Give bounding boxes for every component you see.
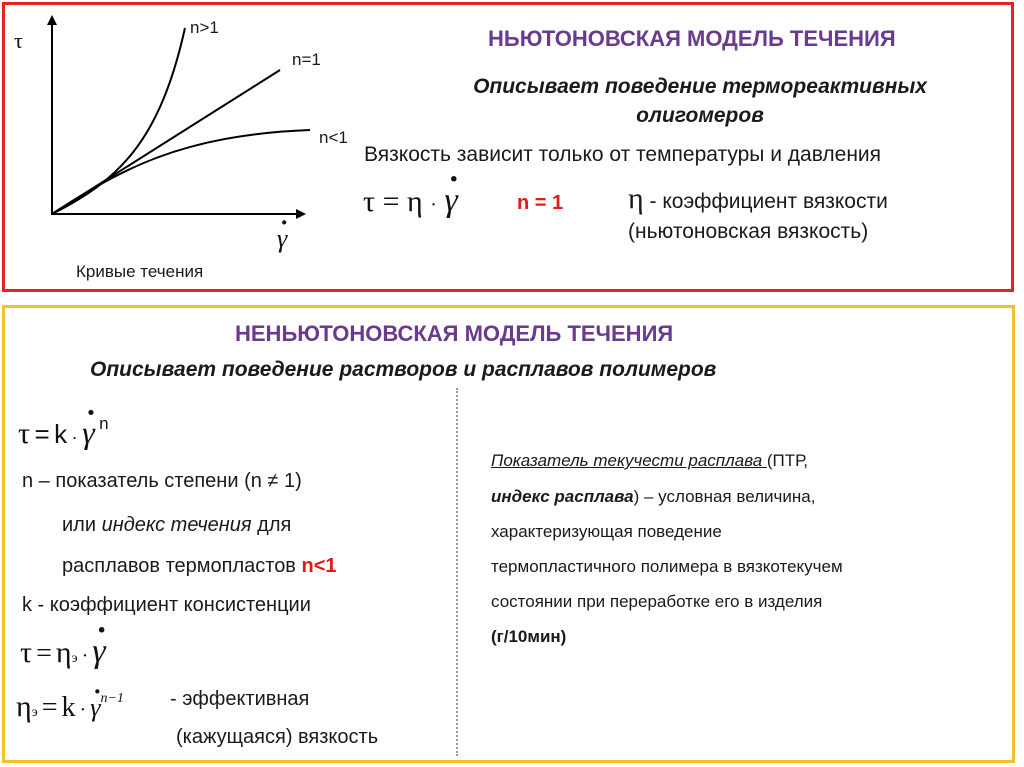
equals-sign: = [382,185,400,218]
curve-label-n-gt-1: n>1 [190,18,219,37]
n-equals-1-label: n = 1 [517,192,564,214]
mfi-line3: характеризующая поведение [491,522,722,541]
subscript-e: э [31,705,38,720]
newtonian-viscosity-note: (ньютоновская вязкость) [628,220,869,243]
viscosity-dependence-text: Вязкость зависит только от температуры и давления [364,143,882,166]
curve-n-less-1 [52,130,310,214]
exponent-n-minus-1: n−1 [100,691,124,706]
curve-label-n-lt-1: n<1 [319,128,348,147]
x-axis-arrow [296,209,306,219]
mfi-units: (г/10мин) [491,627,567,646]
column-divider [456,388,458,756]
non-newtonian-subtitle: Описывает поведение растворов и расплавов полимеров [90,358,717,381]
eta-symbol: η [16,690,32,723]
newtonian-subtitle-line2: олигомеров [636,104,764,127]
flow-index-suffix: для [251,514,292,536]
k-symbol: k [61,692,76,723]
gamma-dot-symbol: · γ [92,633,105,670]
tau-symbol: τ [20,636,33,669]
newtonian-formula [363,182,458,220]
eta-symbol: η [628,182,644,215]
flow-index-italic: индекс течения [101,514,252,536]
non-newtonian-title: НЕНЬЮТОНОВСКАЯ МОДЕЛЬ ТЕЧЕНИЯ [235,321,674,346]
equals-sign: = [34,419,50,449]
effective-viscosity-desc: - эффективная [170,688,310,710]
equals-sign: = [41,692,58,723]
flow-index-text [62,514,291,537]
eta-description [628,182,888,216]
apparent-viscosity-desc: (кажущаяся) вязкость [176,726,379,748]
dot-operator: · [81,645,89,667]
exponent-n: n [99,414,109,433]
equals-sign: = [36,638,52,669]
eta-description-text: - коэффициент вязкости [643,190,888,213]
graph-caption: Кривые течения [76,262,204,281]
effective-viscosity-formula [16,690,124,724]
gamma-dot-symbol: · γ [444,182,457,219]
k-symbol: k [54,419,68,449]
tau-symbol: τ [363,185,376,218]
dot-operator: · [430,194,437,216]
melt-index-term: индекс расплава [491,487,634,506]
newtonian-subtitle-line1: Описывает поведение термореактивных [473,75,927,98]
n-less-1-label: n<1 [301,555,337,577]
mfi-line2 [491,487,815,507]
effective-formula [20,633,106,671]
dot-operator: · [79,699,87,721]
subscript-e: э [71,651,78,666]
x-axis-label [277,224,287,254]
tau-symbol: τ [18,417,31,450]
gamma-dot-symbol: · γ [82,414,95,450]
flow-index-prefix: или [62,514,102,536]
mfi-line5: состоянии при переработке его в изделия [491,592,823,611]
mfi-line4: термопластичного полимера в вязкотекучем [491,557,843,576]
newtonian-title: НЬЮТОНОВСКАЯ МОДЕЛЬ ТЕЧЕНИЯ [488,26,896,51]
curve-label-n-eq-1: n=1 [292,50,321,69]
mfi-term: Показатель текучести расплава [491,451,767,470]
mfi-line1 [491,451,808,471]
power-index-text: n – показатель степени (n ≠ 1) [22,470,302,492]
curve-n-greater-1 [52,28,185,214]
mfi-abbr: (ПТР, [766,451,809,470]
dot-operator: · [71,427,78,447]
eta-symbol: η [55,636,72,669]
power-law-formula [18,414,109,451]
y-axis-arrow [47,15,57,25]
gamma-dot-symbol: · γ [277,224,287,253]
mfi-definition: ) – условная величина, [633,487,816,506]
thermoplastics-label: расплавов термопластов [62,555,302,577]
consistency-coefficient-text: k - коэффициент консистенции [22,594,311,616]
y-axis-label: τ [14,28,23,53]
thermoplastics-text [62,555,337,578]
gamma-dot-symbol: · γ [90,693,100,722]
eta-symbol: η [406,185,423,218]
